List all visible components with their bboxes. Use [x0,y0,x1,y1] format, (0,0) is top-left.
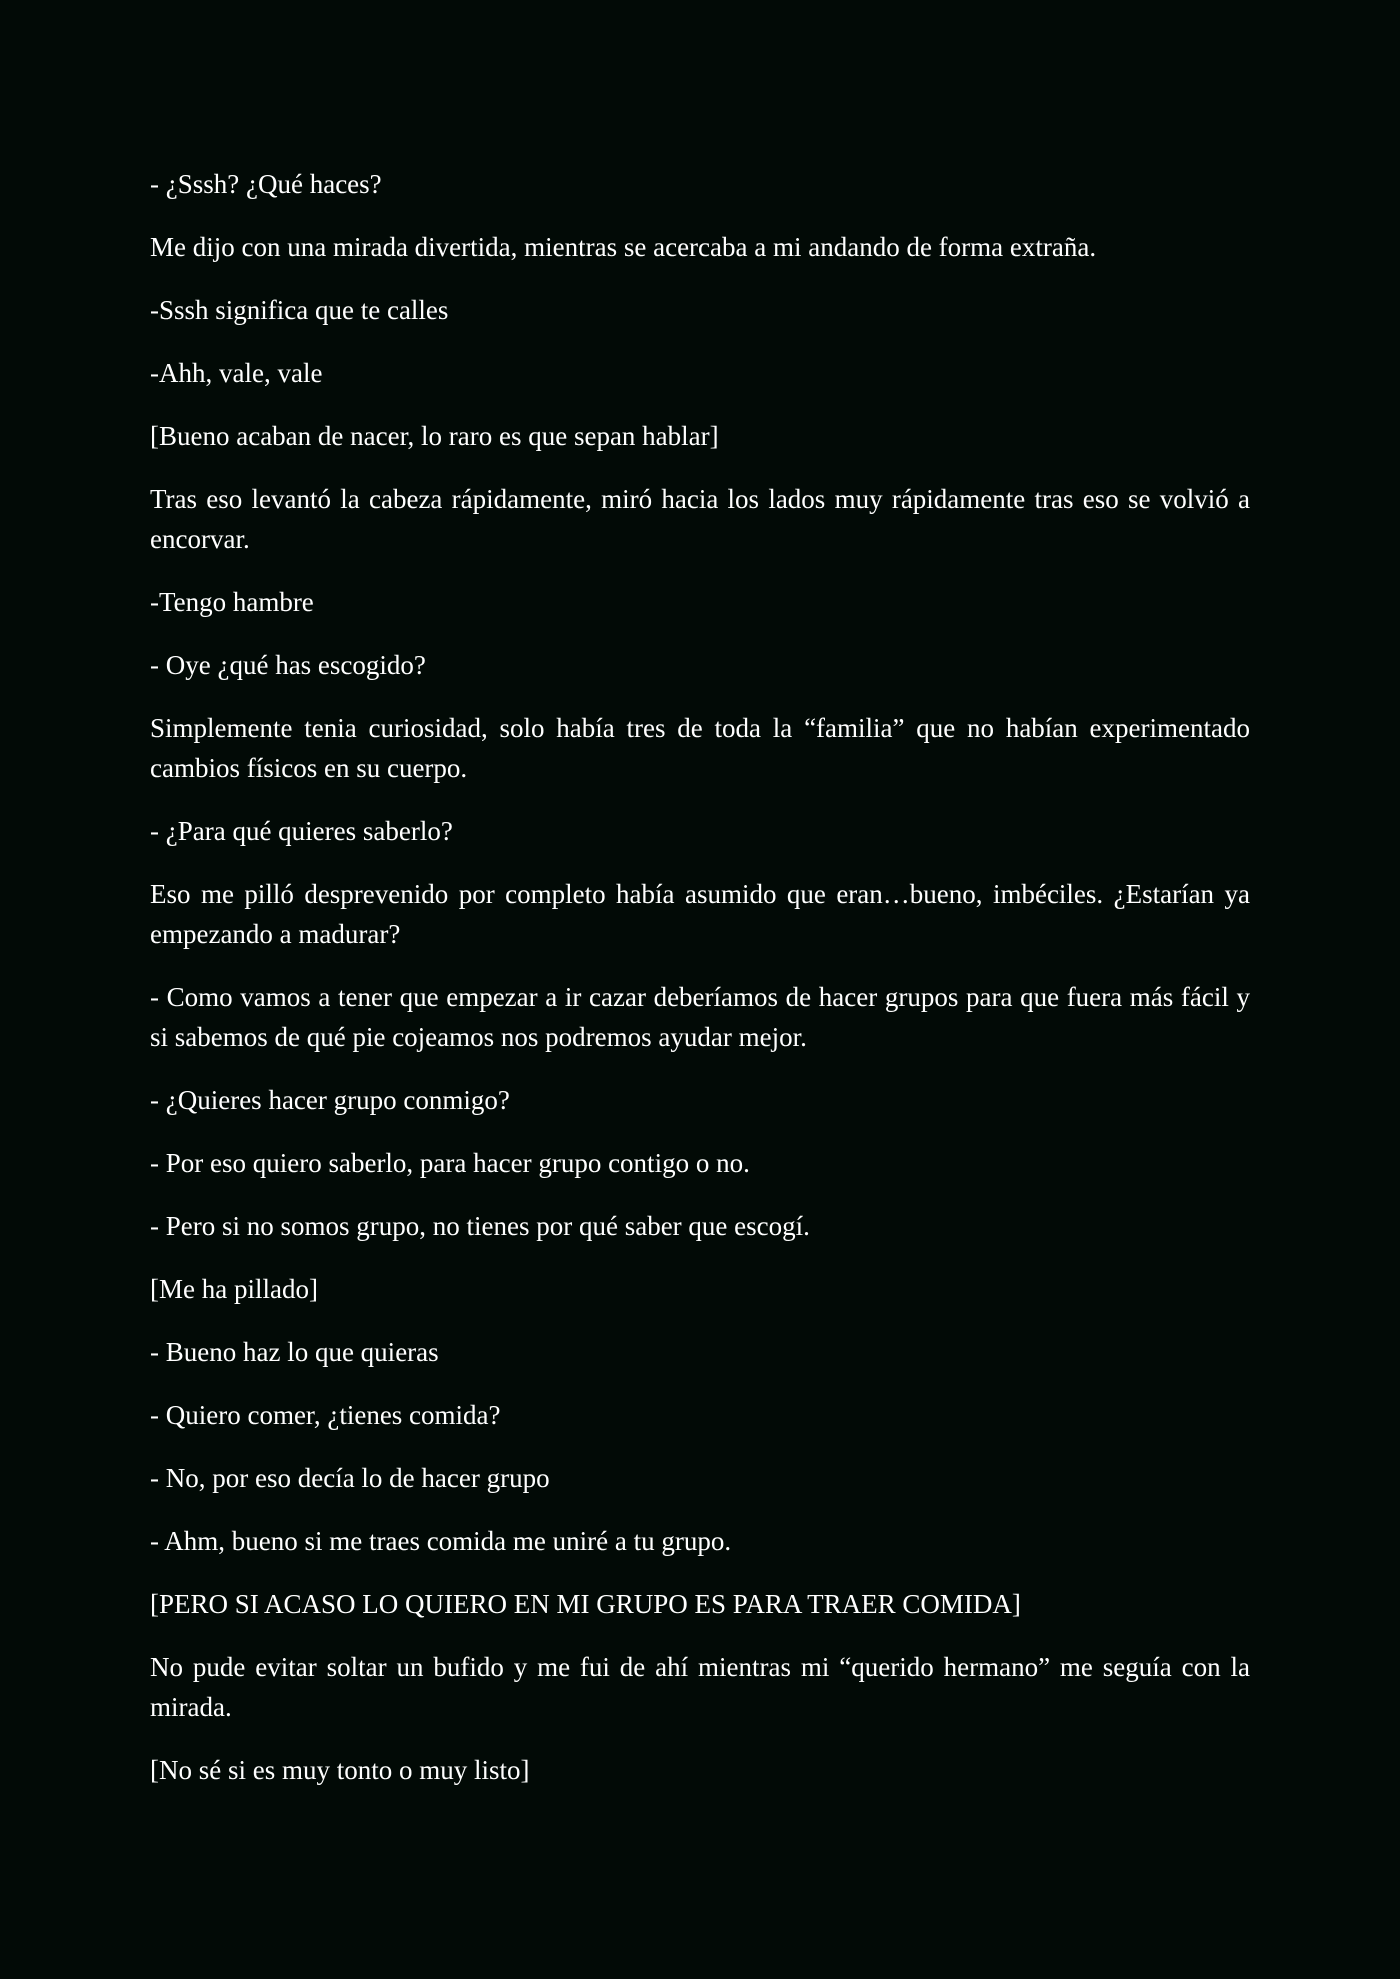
dialogue-line: - ¿Sssh? ¿Qué haces? [150,169,382,199]
dialogue-line: - Quiero comer, ¿tienes comida? [150,1400,501,1430]
dialogue-line: -Tengo hambre [150,587,314,617]
story-text [150,164,1250,1790]
dialogue-line: -Ahh, vale, vale [150,358,323,388]
dialogue-line: - Ahm, bueno si me traes comida me uniré a tu grupo. [150,1526,732,1556]
dialogue-line: - Bueno haz lo que quieras [150,1337,439,1367]
dialogue-line: -Sssh significa que te calles [150,295,449,325]
thought-line: [Me ha pillado] [150,1274,318,1304]
thought-line: [Bueno acaban de nacer, lo raro es que sepan hablar] [150,421,719,451]
narration-paragraph: Tras eso levantó la cabeza rápidamente, miró hacia los lados muy rápidamente tras eso se volvió a encorvar. [150,484,1250,554]
narration-paragraph: No pude evitar soltar un bufido y me fui de ahí mientras mi “querido hermano” me seguía con la mirada. [150,1652,1250,1722]
dialogue-line: - Por eso quiero saberlo, para hacer grupo contigo o no. [150,1148,750,1178]
dialogue-line: - No, por eso decía lo de hacer grupo [150,1463,550,1493]
thought-line: [PERO SI ACASO LO QUIERO EN MI GRUPO ES PARA TRAER COMIDA] [150,1589,1021,1619]
narration-paragraph: Me dijo con una mirada divertida, mientras se acercaba a mi andando de forma extraña. [150,232,1097,262]
narration-paragraph: Simplemente tenia curiosidad, solo había tres de toda la “familia” que no habían experimentado cambios físicos en su cuerpo. [150,713,1250,783]
thought-line: [No sé si es muy tonto o muy listo] [150,1755,530,1785]
dialogue-line: - ¿Quieres hacer grupo conmigo? [150,1085,510,1115]
dialogue-line: - ¿Para qué quieres saberlo? [150,816,453,846]
dialogue-paragraph: - Como vamos a tener que empezar a ir cazar deberíamos de hacer grupos para que fuera más fácil y si sabemos de qué pie cojeamos nos podremos ayudar mejor. [150,982,1250,1052]
narration-paragraph: Eso me pilló desprevenido por completo había asumido que eran…bueno, imbéciles. ¿Estarían ya empezando a madurar? [150,879,1250,949]
dialogue-line: - Pero si no somos grupo, no tienes por qué saber que escogí. [150,1211,810,1241]
dialogue-line: - Oye ¿qué has escogido? [150,650,426,680]
